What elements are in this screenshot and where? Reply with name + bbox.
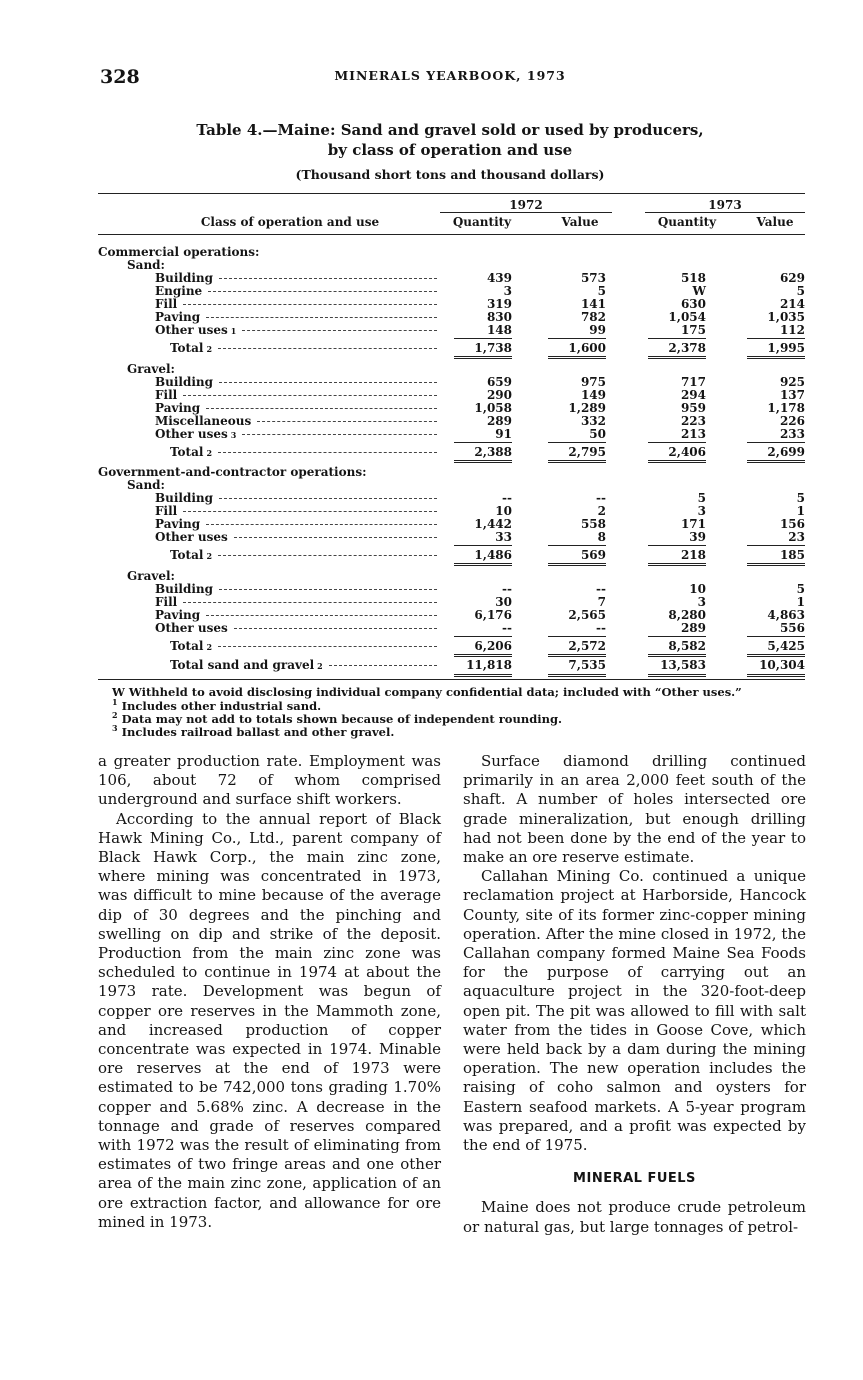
grand-total-label-text: Total sand and gravel <box>170 658 315 672</box>
leader-dots <box>218 646 437 647</box>
commercial-sand-row-0-label-text: Building <box>155 271 214 285</box>
commercial-gravel-total-q72: 2,388 <box>474 445 512 459</box>
leader-dots <box>206 317 437 318</box>
commercial-sand-row-4-v73: 112 <box>779 323 805 337</box>
government-sand-heading: Sand: <box>127 478 165 492</box>
government-gravel-heading: Gravel: <box>127 569 175 583</box>
government-sand-row-3-label <box>155 531 437 544</box>
grand-total-label: Total sand and gravel 2 <box>170 659 437 672</box>
commercial-sand-row-2-label-text: Fill <box>155 297 178 311</box>
table-top-rule <box>98 193 805 194</box>
table-title-line2: by class of operation and use <box>327 141 573 159</box>
grand-total-rule-a-1 <box>548 674 606 675</box>
leader-dots <box>183 511 437 512</box>
government-sand-total-rule-b-2 <box>648 565 706 566</box>
commercial-gravel-row-2-v72: 1,289 <box>568 401 606 415</box>
government-gravel-row-2-v73: 4,863 <box>767 608 805 622</box>
commercial-sand-total-label: Total 2 <box>170 342 437 355</box>
commercial-sand-total-rule-a-1 <box>548 356 606 357</box>
footnote-3 <box>112 723 395 739</box>
grand-total-rule-a-0 <box>454 674 512 675</box>
government-sand-row-2-v73: 156 <box>779 517 805 531</box>
government-sand-row-0-label <box>155 492 437 505</box>
government-sand-row-0-q72: -- <box>502 491 512 505</box>
government-sand-row-1-q72: 10 <box>495 504 512 518</box>
commercial-gravel-row-1-v73: 137 <box>779 388 805 402</box>
government-sand-subtotal-rule-1 <box>548 545 606 546</box>
commercial-gravel-row-0-v73: 925 <box>779 375 805 389</box>
government-gravel-row-3-label-text: Other uses <box>155 621 228 635</box>
government-sand-total-v73: 185 <box>779 548 805 562</box>
government-gravel-row-0-q72: -- <box>502 582 512 596</box>
government-sand-row-2-q73: 171 <box>680 517 706 531</box>
commercial-gravel-row-1-q73: 294 <box>680 388 706 402</box>
grand-total-v72: 7,535 <box>568 658 606 672</box>
leader-dots <box>218 348 437 349</box>
commercial-gravel-total-v72: 2,795 <box>568 445 606 459</box>
grand-total-q72: 11,818 <box>466 658 512 672</box>
leader-dots <box>208 291 437 292</box>
commercial-sand-total-rule-b-0 <box>454 358 512 359</box>
government-sand-total-q72: 1,486 <box>474 548 512 562</box>
left-paragraph-1: a greater production rate. Employment was 106, about 72 of whom comprised underground and surface shift workers. <box>98 752 441 809</box>
commercial-gravel-total-rule-a-0 <box>454 460 512 461</box>
commercial-gravel-subtotal-rule-3 <box>747 442 805 443</box>
leader-dots <box>183 395 437 396</box>
government-gravel-row-1-label-text: Fill <box>155 595 178 609</box>
commercial-gravel-row-0-label-text: Building <box>155 375 214 389</box>
commercial-sand-subtotal-rule-3 <box>747 338 805 339</box>
commercial-operations-heading: Commercial operations: <box>98 245 260 259</box>
leader-dots <box>234 537 437 538</box>
government-gravel-total-rule-a-0 <box>454 654 512 655</box>
leader-dots <box>183 304 437 305</box>
government-sand-total-label: Total 2 <box>170 549 437 562</box>
footnote-1-text: Includes other industrial sand. <box>121 699 322 713</box>
year-1972-header: 1972 <box>509 198 543 212</box>
government-sand-total-rule-a-0 <box>454 563 512 564</box>
commercial-sand-total-v73: 1,995 <box>767 341 805 355</box>
government-gravel-row-1-v73: 1 <box>796 595 805 609</box>
commercial-sand-row-1-q72: 3 <box>503 284 512 298</box>
government-gravel-row-2-label-text: Paving <box>155 608 201 622</box>
grand-total-rule-b-1 <box>548 676 606 677</box>
commercial-gravel-row-1-q72: 290 <box>486 388 512 402</box>
government-gravel-subtotal-rule-3 <box>747 636 805 637</box>
header-bottom-rule <box>98 234 805 235</box>
commercial-gravel-row-4-label: Other uses 3 <box>155 428 437 441</box>
commercial-gravel-row-0-q72: 659 <box>486 375 512 389</box>
commercial-gravel-total-rule-a-3 <box>747 460 805 461</box>
commercial-sand-row-3-v73: 1,035 <box>767 310 805 324</box>
leader-dots <box>242 434 437 435</box>
government-gravel-total-label: Total 2 <box>170 640 437 653</box>
commercial-sand-row-4-q73: 175 <box>680 323 706 337</box>
commercial-sand-row-2-v73: 214 <box>779 297 805 311</box>
right-paragraph-2: Callahan Mining Co. continued a unique reclamation project at Harborside, Hancock County, site of its former zinc-copper mining operation. After the mine closed in 1972, the Callahan company formed Maine Sea Foods for the purpose of carrying out an aquaculture project in the 320-foot-deep open pit. The pit was allowed to fill with salt water from the tides in Goose Cove, which were held back by a dam during the mining operation. The new operation includes the raising of coho salmon and oysters for Eastern seafood markets. A 5-year program was prepared, and a profit was expected by the end of 1975. <box>463 867 806 1155</box>
footnote-3-text: Includes railroad ballast and other gravel. <box>121 725 395 739</box>
government-sand-row-2-label-text: Paving <box>155 517 201 531</box>
government-gravel-subtotal-rule-2 <box>648 636 706 637</box>
commercial-gravel-row-3-label-text: Miscellaneous <box>155 414 252 428</box>
grand-total-rule-a-2 <box>648 674 706 675</box>
leader-dots <box>206 615 437 616</box>
leader-dots <box>242 330 437 331</box>
commercial-gravel-row-0-q73: 717 <box>680 375 706 389</box>
government-gravel-total-rule-b-1 <box>548 656 606 657</box>
government-gravel-row-1-q73: 3 <box>697 595 706 609</box>
government-sand-subtotal-rule-0 <box>454 545 512 546</box>
value-1972-header: Value <box>561 215 599 229</box>
leader-dots <box>329 665 437 666</box>
commercial-gravel-row-4-q72: 91 <box>495 427 512 441</box>
government-sand-row-3-v73: 23 <box>788 530 805 544</box>
commercial-sand-total-rule-b-3 <box>747 358 805 359</box>
government-sand-subtotal-rule-2 <box>648 545 706 546</box>
government-sand-row-1-v72: 2 <box>597 504 606 518</box>
government-sand-row-0-v72: -- <box>596 491 606 505</box>
grand-total-rule-b-0 <box>454 676 512 677</box>
government-gravel-total-v73: 5,425 <box>767 639 805 653</box>
commercial-gravel-row-3-q73: 223 <box>680 414 706 428</box>
government-sand-total-rule-a-1 <box>548 563 606 564</box>
government-sand-row-3-q73: 39 <box>689 530 706 544</box>
commercial-sand-row-0-v73: 629 <box>779 271 805 285</box>
commercial-sand-subtotal-rule-2 <box>648 338 706 339</box>
commercial-sand-row-1-v72: 5 <box>597 284 606 298</box>
government-sand-row-0-label-text: Building <box>155 491 214 505</box>
commercial-sand-row-4-label: Other uses 1 <box>155 324 437 337</box>
year-1973-header: 1973 <box>708 198 742 212</box>
commercial-sand-total-rule-a-0 <box>454 356 512 357</box>
table-bottom-rule <box>98 679 805 680</box>
government-gravel-total-rule-a-2 <box>648 654 706 655</box>
government-gravel-total-v72: 2,572 <box>568 639 606 653</box>
government-gravel-total-rule-a-1 <box>548 654 606 655</box>
government-sand-row-3-v72: 8 <box>597 530 606 544</box>
commercial-sand-row-3-label-text: Paving <box>155 310 201 324</box>
leader-dots <box>218 452 437 453</box>
right-paragraph-3: Maine does not produce crude petroleum or natural gas, but large tonnages of petrol- <box>463 1198 806 1236</box>
grand-total-q73: 13,583 <box>660 658 706 672</box>
commercial-gravel-total-label: Total 2 <box>170 446 437 459</box>
grand-total-rule-b-2 <box>648 676 706 677</box>
government-sand-row-1-label-text: Fill <box>155 504 178 518</box>
grand-total-rule-b-3 <box>747 676 805 677</box>
commercial-sand-total-rule-b-2 <box>648 358 706 359</box>
government-sand-total-rule-b-3 <box>747 565 805 566</box>
commercial-sand-row-4-label-text: Other uses <box>155 323 228 337</box>
commercial-gravel-row-0-v72: 975 <box>580 375 606 389</box>
section-heading-mineral-fuels: MINERAL FUELS <box>573 1171 696 1187</box>
commercial-sand-row-3-q73: 1,054 <box>668 310 706 324</box>
footnote-2-mark: 2 <box>112 710 118 721</box>
commercial-gravel-row-1-label-text: Fill <box>155 388 178 402</box>
government-gravel-row-0-v73: 5 <box>796 582 805 596</box>
government-sand-total-rule-b-0 <box>454 565 512 566</box>
government-gravel-row-3-v73: 556 <box>779 621 805 635</box>
government-sand-total-rule-a-3 <box>747 563 805 564</box>
commercial-gravel-row-1-v72: 149 <box>580 388 606 402</box>
government-gravel-total-rule-b-3 <box>747 656 805 657</box>
government-gravel-row-1-q72: 30 <box>495 595 512 609</box>
commercial-gravel-row-2-q72: 1,058 <box>474 401 512 415</box>
commercial-gravel-row-4-q73: 213 <box>680 427 706 441</box>
right-paragraph-1: Surface diamond drilling continued primarily in an area 2,000 feet south of the shaft. A number of holes intersected ore grade mineralization, but enough drilling had not been done by the end of the year to make an ore reserve estimate. <box>463 752 806 867</box>
commercial-sand-total-q72: 1,738 <box>474 341 512 355</box>
commercial-gravel-subtotal-rule-2 <box>648 442 706 443</box>
quantity-1973-header: Quantity <box>657 215 717 229</box>
government-sand-row-3-label-text: Other uses <box>155 530 228 544</box>
government-gravel-total-rule-b-0 <box>454 656 512 657</box>
commercial-sand-row-1-label <box>155 285 437 298</box>
commercial-sand-row-1-q73: W <box>692 284 706 298</box>
commercial-sand-row-0-q73: 518 <box>680 271 706 285</box>
commercial-sand-row-3-q72: 830 <box>486 310 512 324</box>
leader-dots <box>219 382 437 383</box>
footnote-1-mark: 1 <box>112 697 118 708</box>
government-gravel-total-q72: 6,206 <box>474 639 512 653</box>
table-subtitle: (Thousand short tons and thousand dollars) <box>295 167 605 182</box>
commercial-sand-total-rule-b-1 <box>548 358 606 359</box>
government-gravel-row-3-q72: -- <box>502 621 512 635</box>
commercial-sand-subtotal-rule-0 <box>454 338 512 339</box>
government-sand-subtotal-rule-3 <box>747 545 805 546</box>
commercial-gravel-total-rule-b-2 <box>648 462 706 463</box>
commercial-gravel-subtotal-rule-1 <box>548 442 606 443</box>
commercial-sand-total-rule-a-2 <box>648 356 706 357</box>
government-sand-total-v72: 569 <box>580 548 606 562</box>
commercial-sand-row-4-q72: 148 <box>486 323 512 337</box>
government-gravel-row-0-label-text: Building <box>155 582 214 596</box>
leader-dots <box>257 421 437 422</box>
left-column <box>98 752 441 1232</box>
government-gravel-total-rule-a-3 <box>747 654 805 655</box>
running-title: MINERALS YEARBOOK, 1973 <box>334 68 566 83</box>
commercial-sand-row-2-q73: 630 <box>680 297 706 311</box>
commercial-gravel-total-rule-b-0 <box>454 462 512 463</box>
commercial-sand-subtotal-rule-1 <box>548 338 606 339</box>
commercial-gravel-row-2-q73: 959 <box>680 401 706 415</box>
table-title <box>140 120 760 160</box>
leader-dots <box>183 602 437 603</box>
government-sand-row-1-v73: 1 <box>796 504 805 518</box>
government-operations-heading: Government-and-contractor operations: <box>98 465 367 479</box>
year-1973-rule <box>645 212 805 213</box>
quantity-1972-header: Quantity <box>452 215 512 229</box>
government-sand-row-0-q73: 5 <box>697 491 706 505</box>
value-1973-header: Value <box>756 215 794 229</box>
government-gravel-row-2-q73: 8,280 <box>668 608 706 622</box>
government-sand-row-2-q72: 1,442 <box>474 517 512 531</box>
commercial-gravel-row-0-label <box>155 376 437 389</box>
government-gravel-total-rule-b-2 <box>648 656 706 657</box>
commercial-sand-row-0-q72: 439 <box>486 271 512 285</box>
government-sand-total-q73: 218 <box>680 548 706 562</box>
commercial-sand-total-v72: 1,600 <box>568 341 606 355</box>
commercial-gravel-row-4-v73: 233 <box>779 427 805 441</box>
commercial-gravel-row-4-v72: 50 <box>589 427 606 441</box>
commercial-sand-row-3-v72: 782 <box>580 310 606 324</box>
government-sand-row-0-v73: 5 <box>796 491 805 505</box>
government-sand-total-rule-a-2 <box>648 563 706 564</box>
government-gravel-row-2-v72: 2,565 <box>568 608 606 622</box>
commercial-sand-heading: Sand: <box>127 258 165 272</box>
left-paragraph-2: According to the annual report of Black Hawk Mining Co., Ltd., parent company of Black Hawk Corp., the main zinc zone, where mining was concentrated in 1973, was difficult to mine because of the average dip of 30 degrees and the pinching and swelling on dip and strike of the deposit. Production from the main zinc zone was scheduled to continue in 1974 at about the 1973 rate. Development was begun of copper ore reserves in the Mammoth zone, and increased production of copper concentrate was expected in 1974. Minable ore reserves at the end of 1973 were estimated to be 742,000 tons grading 1.70% copper and 5.68% zinc. A decrease in the tonnage and grade of reserves compared with 1972 was the result of eliminating from estimates of two fringe areas and one other area of the main zinc zone, application of an ore extraction factor, and allowance for ore mined in 1973. <box>98 809 441 1231</box>
government-gravel-row-0-v72: -- <box>596 582 606 596</box>
commercial-sand-row-2-v72: 141 <box>580 297 606 311</box>
grand-total-v73: 10,304 <box>759 658 805 672</box>
government-gravel-row-3-label <box>155 622 437 635</box>
government-sand-row-2-v72: 558 <box>580 517 606 531</box>
right-column <box>463 752 806 1237</box>
commercial-sand-row-1-v73: 5 <box>796 284 805 298</box>
commercial-gravel-total-label-text: Total <box>170 445 204 459</box>
government-gravel-total-label-text: Total <box>170 639 204 653</box>
government-sand-row-3-q72: 33 <box>495 530 512 544</box>
commercial-gravel-row-2-v73: 1,178 <box>767 401 805 415</box>
year-1972-rule <box>440 212 612 213</box>
leader-dots <box>218 555 437 556</box>
government-gravel-row-0-label <box>155 583 437 596</box>
commercial-gravel-total-rule-b-1 <box>548 462 606 463</box>
commercial-sand-row-0-v72: 573 <box>580 271 606 285</box>
commercial-sand-row-1-label-text: Engine <box>155 284 203 298</box>
commercial-gravel-heading: Gravel: <box>127 362 175 376</box>
commercial-gravel-total-v73: 2,699 <box>767 445 805 459</box>
footnote-w: W Withheld to avoid disclosing individual company confidential data; included with “Other uses.” <box>112 685 742 699</box>
commercial-gravel-row-3-q72: 289 <box>486 414 512 428</box>
commercial-sand-total-label-text: Total <box>170 341 204 355</box>
commercial-sand-total-rule-a-3 <box>747 356 805 357</box>
leader-dots <box>219 278 437 279</box>
commercial-gravel-row-4-label-text: Other uses <box>155 427 228 441</box>
commercial-gravel-row-3-v73: 226 <box>779 414 805 428</box>
leader-dots <box>219 498 437 499</box>
government-sand-total-label-text: Total <box>170 548 204 562</box>
footnote-3-mark: 3 <box>112 723 118 734</box>
commercial-sand-total-q73: 2,378 <box>668 341 706 355</box>
table-title-line1: Table 4.—Maine: Sand and gravel sold or used by producers, <box>196 121 704 139</box>
grand-total-rule-a-3 <box>747 674 805 675</box>
commercial-gravel-subtotal-rule-0 <box>454 442 512 443</box>
page-number: 328 <box>100 66 140 88</box>
commercial-gravel-total-rule-a-1 <box>548 460 606 461</box>
government-gravel-subtotal-rule-1 <box>548 636 606 637</box>
government-sand-row-1-q73: 3 <box>697 504 706 518</box>
government-gravel-row-2-q72: 6,176 <box>474 608 512 622</box>
government-gravel-subtotal-rule-0 <box>454 636 512 637</box>
leader-dots <box>206 524 437 525</box>
commercial-sand-row-4-v72: 99 <box>589 323 606 337</box>
government-gravel-row-0-q73: 10 <box>689 582 706 596</box>
leader-dots <box>219 589 437 590</box>
government-gravel-row-3-q73: 289 <box>680 621 706 635</box>
leader-dots <box>234 628 437 629</box>
government-gravel-total-q73: 8,582 <box>668 639 706 653</box>
government-gravel-row-1-v72: 7 <box>597 595 606 609</box>
commercial-gravel-total-rule-a-2 <box>648 460 706 461</box>
commercial-gravel-row-3-v72: 332 <box>580 414 606 428</box>
government-sand-total-rule-b-1 <box>548 565 606 566</box>
commercial-gravel-row-2-label-text: Paving <box>155 401 201 415</box>
commercial-gravel-total-q73: 2,406 <box>668 445 706 459</box>
government-gravel-row-3-v72: -- <box>596 621 606 635</box>
column-label-header: Class of operation and use <box>200 215 380 229</box>
commercial-gravel-total-rule-b-3 <box>747 462 805 463</box>
leader-dots <box>206 408 437 409</box>
footnote-2-text: Data may not add to totals shown because of independent rounding. <box>121 712 563 726</box>
commercial-sand-row-2-q72: 319 <box>486 297 512 311</box>
